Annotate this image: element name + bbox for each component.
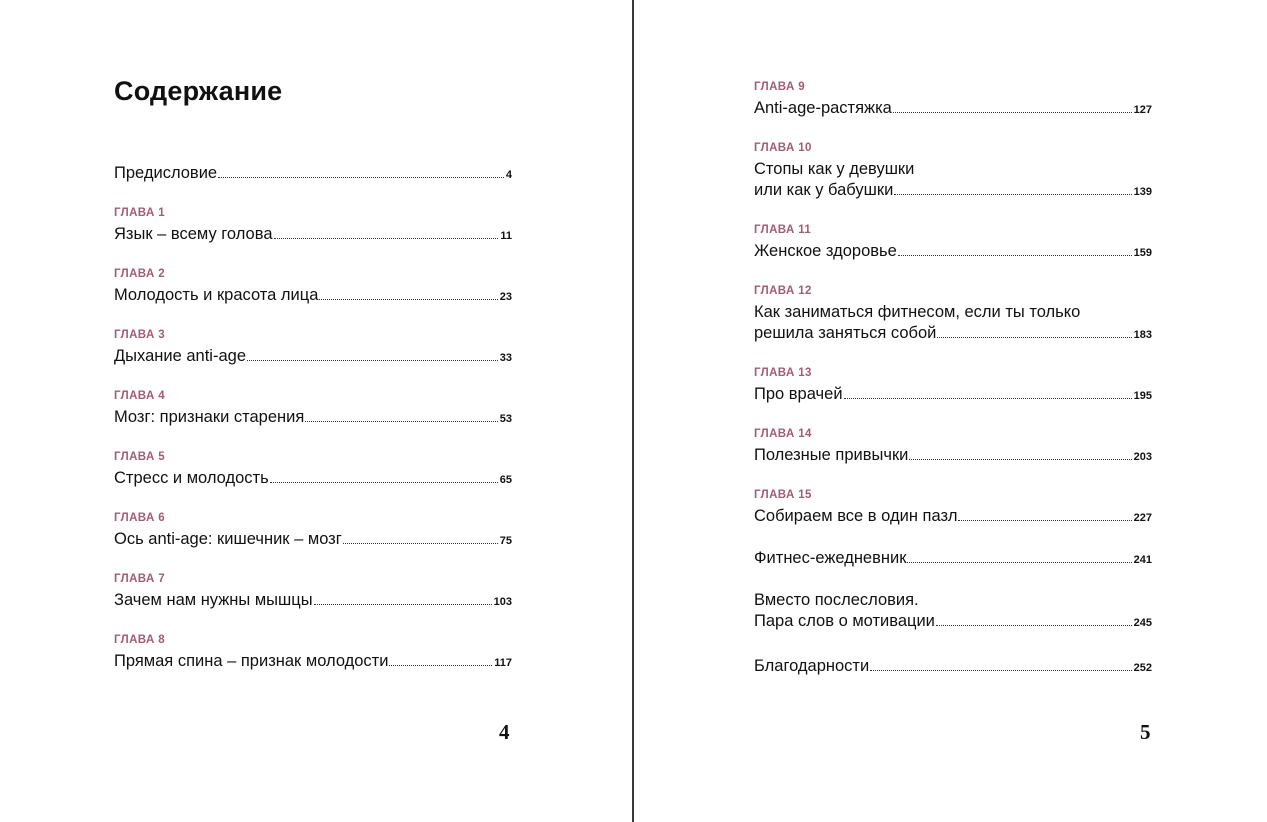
- toc-page-number: 227: [1133, 512, 1152, 524]
- toc-line: [114, 468, 512, 491]
- chapter-label: ГЛАВА 3: [114, 329, 166, 341]
- toc-page-number: 23: [499, 291, 512, 303]
- toc-entry-title: Мозг: признаки старения: [114, 408, 305, 426]
- dot-leader: [274, 238, 499, 239]
- toc-entry-title: Женское здоровье: [754, 242, 897, 260]
- toc-entry-title: Язык – всему голова: [114, 225, 273, 243]
- chapter-label: ГЛАВА 1: [114, 207, 166, 219]
- toc-line: [114, 285, 512, 308]
- toc-entry-title: Молодость и красота лица: [114, 286, 319, 304]
- toc-entry-chapter-3[interactable]: [114, 328, 512, 369]
- toc-line: [114, 651, 512, 674]
- chapter-label: ГЛАВА 4: [114, 390, 166, 402]
- toc-line: [114, 590, 512, 613]
- toc-entry-fitness-diary[interactable]: [754, 548, 1152, 571]
- page-number: 4: [499, 720, 510, 744]
- toc-entry-chapter-15[interactable]: [754, 488, 1152, 529]
- toc-list-left: [114, 163, 512, 674]
- dot-leader: [389, 665, 492, 666]
- toc-page-number: 139: [1133, 186, 1152, 198]
- toc-page-number: 245: [1133, 617, 1152, 629]
- toc-entry-chapter-14[interactable]: [754, 427, 1152, 468]
- toc-entry-chapter-2[interactable]: [114, 267, 512, 308]
- dot-leader: [247, 360, 498, 361]
- toc-entry-chapter-9[interactable]: [754, 80, 1152, 121]
- toc-line: [114, 407, 512, 430]
- toc-entry-title: Собираем все в один пазл: [754, 507, 958, 525]
- chapter-label: ГЛАВА 15: [754, 489, 812, 501]
- toc-entry-title: Полезные привычки: [754, 446, 909, 464]
- dot-leader: [894, 194, 1131, 195]
- right-page: [635, 0, 1267, 822]
- toc-page-number: 159: [1133, 247, 1152, 259]
- toc-page-number: 203: [1133, 451, 1152, 463]
- dot-leader: [936, 625, 1132, 626]
- toc-entry-acknowledgements[interactable]: [754, 656, 1152, 679]
- toc-entry-title: решила заняться собой: [754, 324, 937, 342]
- chapter-label: ГЛАВА 12: [754, 285, 812, 297]
- toc-page-number: 53: [499, 413, 512, 425]
- toc-page-number: 103: [493, 596, 512, 608]
- toc-entry-title: Предисловие: [114, 164, 218, 182]
- toc-entry-title-line-1: Вместо послесловия.: [754, 591, 919, 609]
- chapter-label: ГЛАВА 10: [754, 142, 812, 154]
- toc-entry-chapter-13[interactable]: [754, 366, 1152, 407]
- toc-line: [754, 241, 1152, 264]
- dot-leader: [893, 112, 1132, 113]
- dot-leader: [907, 562, 1131, 563]
- toc-entry-title: Зачем нам нужны мышцы: [114, 591, 313, 609]
- dot-leader: [958, 520, 1131, 521]
- toc-line: [754, 506, 1152, 529]
- toc-entry-chapter-12[interactable]: [754, 284, 1152, 346]
- book-gutter: [632, 0, 634, 822]
- toc-entry-title: Дыхание anti-age: [114, 347, 246, 365]
- toc-entry-chapter-6[interactable]: [114, 511, 512, 552]
- toc-line: [754, 98, 1152, 121]
- toc-line: [114, 224, 512, 247]
- toc-entry-preface[interactable]: [114, 163, 512, 186]
- toc-entry-title: Фитнес-ежедневник: [754, 549, 907, 567]
- dot-leader: [343, 543, 498, 544]
- toc-page-number: 33: [499, 352, 512, 364]
- dot-leader: [270, 482, 498, 483]
- chapter-label: ГЛАВА 6: [114, 512, 166, 524]
- toc-entry-afterword[interactable]: [754, 590, 1152, 634]
- toc-entry-title: Anti-age-растяжка: [754, 99, 892, 117]
- toc-title: Содержание: [114, 76, 283, 106]
- dot-leader: [319, 299, 497, 300]
- toc-entry-title: или как у бабушки: [754, 181, 894, 199]
- toc-line: [754, 384, 1152, 407]
- toc-line: [114, 529, 512, 552]
- toc-entry-title: Благодарности: [754, 657, 870, 675]
- toc-entry-title: Пара слов о мотивации: [754, 612, 935, 630]
- toc-entry-title-line-1: Как заниматься фитнесом, если ты только: [754, 303, 1081, 321]
- toc-page-number: 65: [499, 474, 512, 486]
- toc-line: [754, 548, 1152, 571]
- toc-line: [754, 656, 1152, 679]
- toc-entry-title: Ось anti-age: кишечник – мозг: [114, 530, 342, 548]
- toc-page-number: 183: [1133, 329, 1152, 341]
- chapter-label: ГЛАВА 11: [754, 224, 812, 236]
- dot-leader: [909, 459, 1131, 460]
- toc-page-number: 11: [500, 230, 512, 242]
- toc-entry-chapter-4[interactable]: [114, 389, 512, 430]
- toc-page-number: 117: [494, 657, 512, 669]
- toc-page-number: 252: [1133, 662, 1152, 674]
- dot-leader: [937, 337, 1131, 338]
- toc-entry-chapter-7[interactable]: [114, 572, 512, 613]
- page-number: 5: [1140, 720, 1151, 744]
- toc-entry-chapter-11[interactable]: [754, 223, 1152, 264]
- toc-line: [754, 611, 1152, 634]
- dot-leader: [844, 398, 1132, 399]
- toc-page-number: 241: [1133, 554, 1152, 566]
- left-page: [0, 0, 632, 822]
- chapter-label: ГЛАВА 13: [754, 367, 812, 379]
- toc-page-number: 195: [1133, 390, 1152, 402]
- toc-page-number: 127: [1133, 104, 1152, 116]
- toc-line: [114, 163, 512, 186]
- chapter-label: ГЛАВА 14: [754, 428, 812, 440]
- toc-entry-title-line-1: Стопы как у девушки: [754, 160, 915, 178]
- toc-line: [754, 445, 1152, 468]
- toc-line: [114, 346, 512, 369]
- toc-entry-title: Прямая спина – признак молодости: [114, 652, 389, 670]
- chapter-label: ГЛАВА 5: [114, 451, 166, 463]
- dot-leader: [305, 421, 497, 422]
- toc-entry-chapter-1[interactable]: [114, 206, 512, 247]
- dot-leader: [218, 177, 504, 178]
- dot-leader: [898, 255, 1132, 256]
- toc-page-number: 75: [499, 535, 512, 547]
- toc-line: [754, 180, 1152, 203]
- chapter-label: ГЛАВА 8: [114, 634, 166, 646]
- toc-line: [754, 323, 1152, 346]
- dot-leader: [870, 670, 1131, 671]
- dot-leader: [314, 604, 492, 605]
- chapter-label: ГЛАВА 9: [754, 81, 806, 93]
- toc-entry-chapter-10[interactable]: [754, 141, 1152, 203]
- toc-entry-title: Стресс и молодость: [114, 469, 269, 487]
- toc-entry-chapter-8[interactable]: [114, 633, 512, 674]
- chapter-label: ГЛАВА 2: [114, 268, 166, 280]
- toc-entry-title: Про врачей: [754, 385, 843, 403]
- toc-page-number: 4: [505, 169, 512, 181]
- toc-list-right: [754, 80, 1152, 679]
- toc-entry-chapter-5[interactable]: [114, 450, 512, 491]
- chapter-label: ГЛАВА 7: [114, 573, 166, 585]
